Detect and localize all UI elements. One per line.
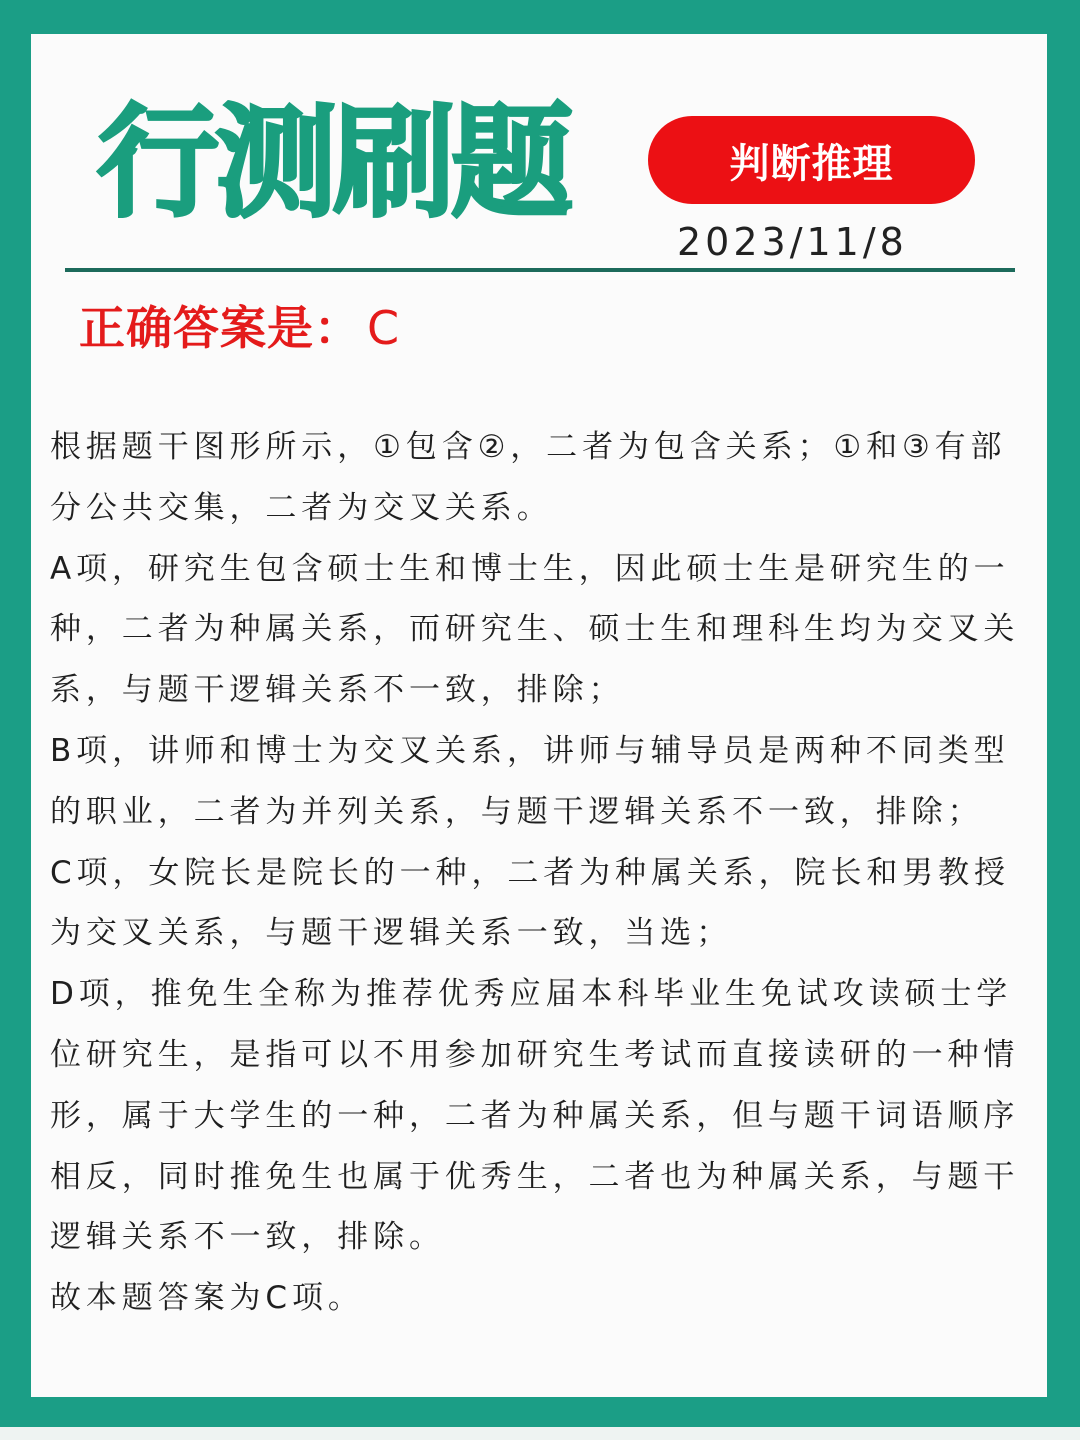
explanation-paragraph: 故本题答案为C项。 [50,1280,364,1317]
explanation-paragraph: D项，推免生全称为推荐优秀应届本科毕业生免试攻读硕士学位研究生，是指可以不用参加研究生考试而直接读研的一种情形，属于大学生的一种，二者为种属关系，但与题干词语顺序相反，同时推免生也属于优秀生，二者也为种属关系，与题干逻辑关系不一致，排除。 [50,976,1020,1256]
explanation-paragraph: 根据题干图形所示，①包含②，二者为包含关系；①和③有部分公共交集，二者为交叉关系。 [50,429,1007,526]
explanation-paragraph: A项，研究生包含硕士生和博士生，因此硕士生是研究生的一种，二者为种属关系，而研究生、硕士生和理科生均为交叉关系，与题干逻辑关系不一致，排除； [50,550,1020,709]
answer-value: C [367,301,401,355]
header-divider [65,268,1015,272]
page-title: 行测刷题 [97,92,569,234]
bottom-strip [0,1427,1080,1440]
correct-answer [79,292,400,358]
post-date: 2023/11/8 [677,220,908,264]
category-badge: 判断推理 [648,116,975,204]
explanation-paragraph: C项，女院长是院长的一种，二者为种属关系，院长和男教授为交叉关系，与题干逻辑关系一致，当选； [50,854,1010,952]
answer-label: 正确答案是： [79,301,361,355]
content-card [31,34,1047,1397]
explanation-paragraph: B项，讲师和博士为交叉关系，讲师与辅导员是两种不同类型的职业，二者为并列关系，与题干逻辑关系不一致，排除； [50,732,1010,830]
explanation-text [50,417,1042,1329]
